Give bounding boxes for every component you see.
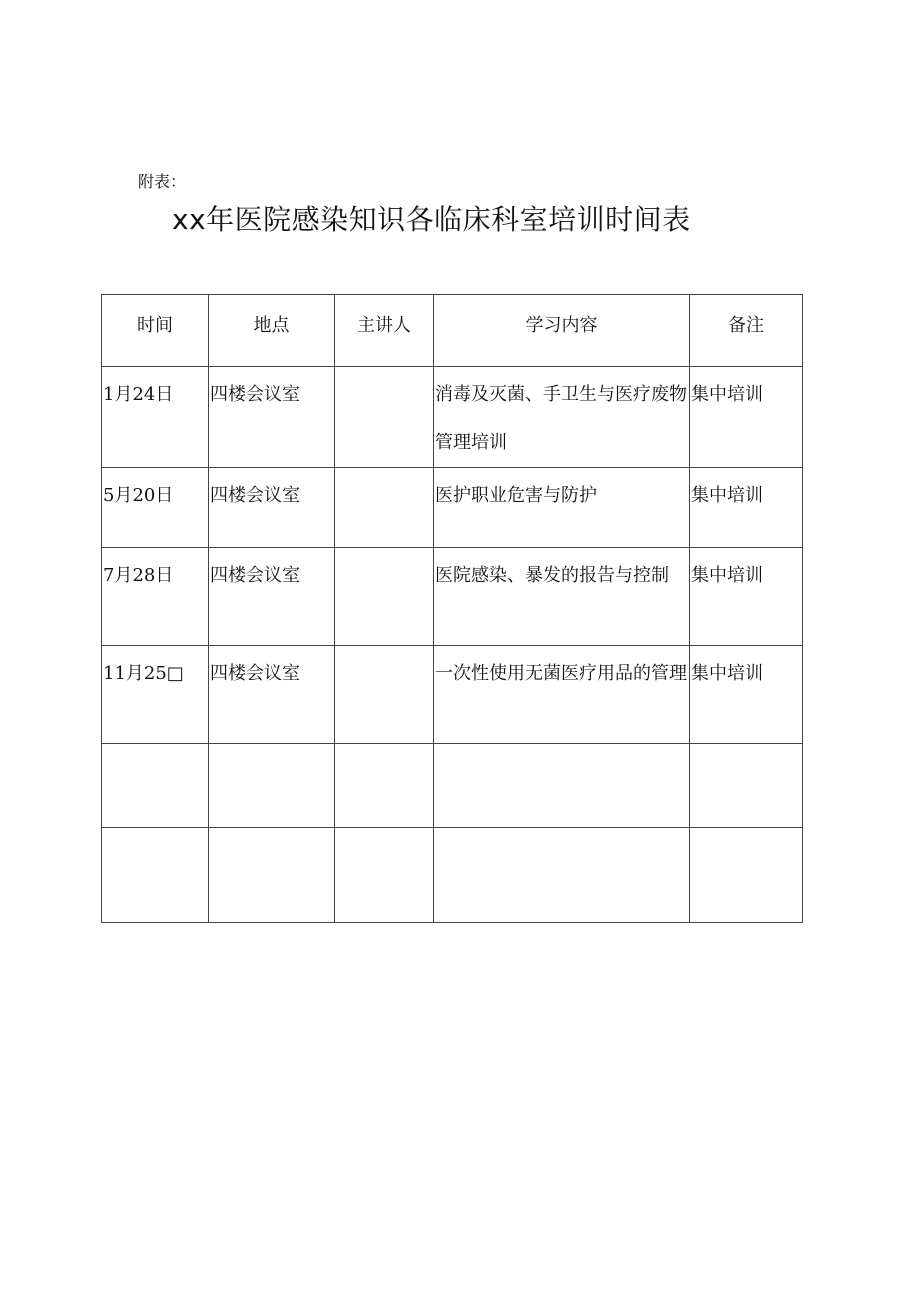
table-row [102, 367, 803, 468]
training-schedule-table [101, 294, 803, 923]
cell-place: 四楼会议室 [209, 548, 335, 646]
cell-note [690, 744, 803, 828]
header-place: 地点 [209, 295, 335, 367]
cell-speaker [335, 548, 434, 646]
cell-note: 集中培训 [690, 468, 803, 548]
table-row [102, 828, 803, 923]
cell-time [102, 828, 209, 923]
cell-note: 集中培训 [690, 548, 803, 646]
cell-content [434, 828, 690, 923]
cell-time: 1月24日 [102, 367, 209, 468]
table-row [102, 744, 803, 828]
header-note: 备注 [690, 295, 803, 367]
cell-place [209, 744, 335, 828]
cell-content [434, 744, 690, 828]
table-row [102, 468, 803, 548]
cell-speaker [335, 367, 434, 468]
header-time: 时间 [102, 295, 209, 367]
attachment-label: 附表： [138, 172, 187, 191]
cell-place: 四楼会议室 [209, 646, 335, 744]
cell-time: 7月28日 [102, 548, 209, 646]
header-content: 学习内容 [434, 295, 690, 367]
cell-note [690, 828, 803, 923]
cell-note: 集中培训 [690, 367, 803, 468]
table-header-row [102, 295, 803, 367]
cell-place: 四楼会议室 [209, 468, 335, 548]
cell-place [209, 828, 335, 923]
cell-content: 消毒及灭菌、手卫生与医疗废物管理培训 [434, 367, 690, 468]
header-speaker: 主讲人 [335, 295, 434, 367]
cell-content: 医院感染、暴发的报告与控制 [434, 548, 690, 646]
cell-time [102, 744, 209, 828]
table-row [102, 646, 803, 744]
cell-speaker [335, 468, 434, 548]
document-title: xx年医院感染知识各临床科室培训时间表 [172, 203, 691, 236]
cell-speaker [335, 828, 434, 923]
cell-time: 11月25□ [102, 646, 209, 744]
cell-speaker [335, 646, 434, 744]
cell-place: 四楼会议室 [209, 367, 335, 468]
cell-time: 5月20日 [102, 468, 209, 548]
table-row [102, 548, 803, 646]
cell-speaker [335, 744, 434, 828]
cell-note: 集中培训 [690, 646, 803, 744]
cell-content: 一次性使用无菌医疗用品的管理 [434, 646, 690, 744]
cell-content: 医护职业危害与防护 [434, 468, 690, 548]
